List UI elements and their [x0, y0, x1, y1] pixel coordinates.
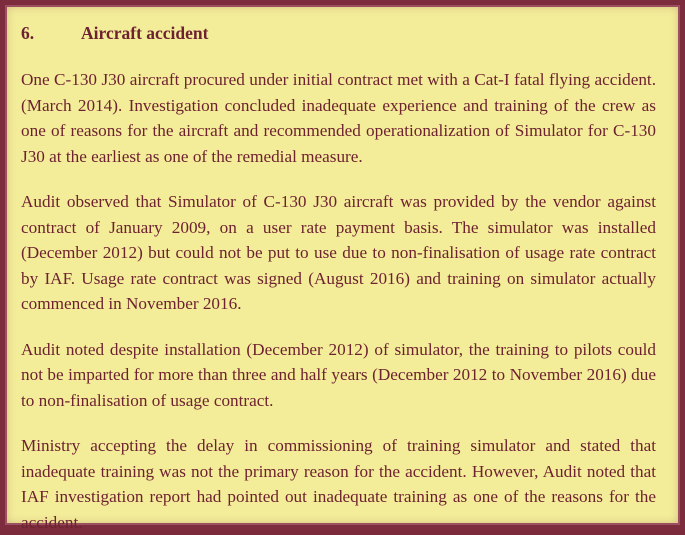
paragraph-audit-note: Audit noted despite installation (December 2012) of simulator, the training to pilots could not be imparted for more than three and half years (December 2012 to November 2016) due to non-finalisation of usage contract.	[21, 339, 656, 410]
section-number: 6.	[21, 23, 35, 43]
document-content	[21, 19, 656, 535]
section-title: Aircraft accident	[81, 23, 209, 43]
section-heading	[21, 19, 656, 47]
paragraph-audit-observation: Audit observed that Simulator of C-130 J30 aircraft was provided by the vendor against contract of January 2009, on a user rate payment basis. The simulator was installed (December 2012) but could not be put to use due to non-finalisation of usage rate contract by IAF. Usage rate contract was signed (August 2016) and training on simulator actually commenced in November 2016.	[21, 192, 656, 313]
paragraph-accident: One C-130 J30 aircraft procured under initial contract met with a Cat-I fatal flying accident. (March 2014). Investigation concluded inadequate experience and training of the crew as one of reasons for the aircraft and recommended operationalization of Simulator for C-130 J30 at the earliest as one of the remedial measure.	[21, 70, 656, 166]
paragraph-ministry-response: Ministry accepting the delay in commissioning of training simulator and stated that inadequate training was not the primary reason for the accident. However, Audit noted that IAF investigation report had pointed out inadequate training as one of the reasons for the accident.	[21, 436, 656, 532]
